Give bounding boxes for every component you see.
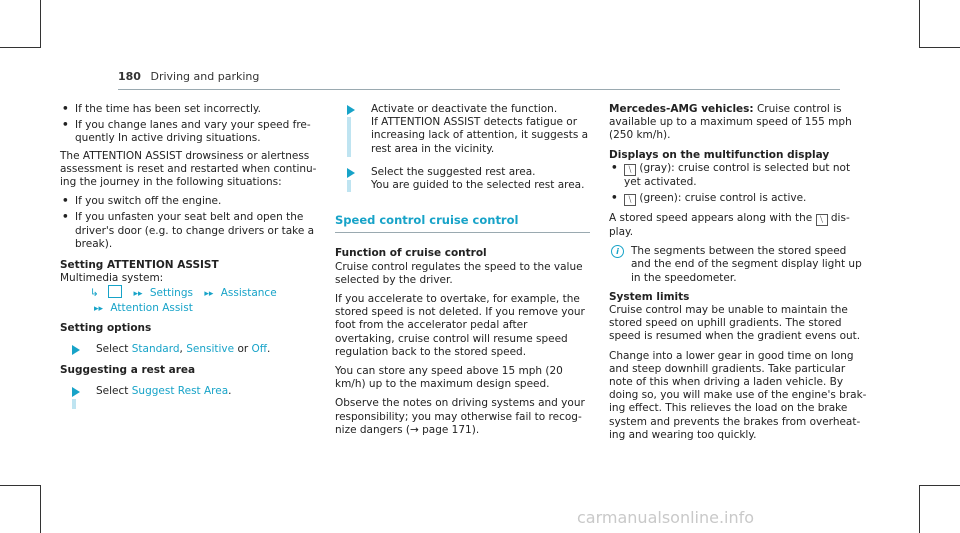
paragraph: Change into a lower gear in good time on long and steep downhill gradients. Take particular note of this when driving a laden vehicle. By doing so, you will make use of the engine's brak-ing effect. This relieves the load on the brake system and prevents the brakes from overheat-ing and wearing too quickly.: [609, 349, 867, 441]
column-middle: [335, 103, 590, 443]
step-bar: [72, 399, 76, 409]
step: Select Standard, Sensitive or Off.: [60, 343, 322, 356]
setting-text: Multimedia system:: [60, 272, 164, 285]
watermark: carmanualsonline.info: [577, 508, 755, 527]
crop-mark: [40, 485, 41, 533]
option-off[interactable]: Off: [251, 343, 268, 356]
paragraph: Observe the notes on driving systems and your responsibility; you may otherwise fail to recog-nize dangers (→ page 171).: [335, 397, 585, 436]
cruise-control-icon: ⧹: [624, 164, 636, 176]
page-header: [118, 70, 259, 83]
display-heading: Displays on the multifunction display: [609, 148, 830, 161]
crop-mark: [0, 485, 41, 486]
menu-assistance[interactable]: Assistance: [220, 287, 277, 300]
suggest-heading: Suggesting a rest area: [60, 364, 196, 377]
step-arrow-icon: [72, 387, 80, 397]
amg-label: Mercedes-AMG vehicles:: [609, 103, 754, 115]
crop-mark: [40, 0, 41, 48]
limits-heading: System limits: [609, 290, 690, 303]
option-sensitive[interactable]: Sensitive: [186, 343, 235, 356]
column-right: Mercedes-AMG vehicles: Cruise control is available up to a maximum speed of 155 mph (250 km/h). Displays on the multifunction display • ⧹ (gray): cruise control is selected but not yet activated. • ⧹ (green): cruise control is active. A stored speed appears along with the ⧹ dis-play. i The segments between the stored speed and the end of the segment display light up in the speedometer. System limits Cruise control may be unable to maintain the stored speed on uphill gradients. The stored speed is resumed when the gradient evens out. Change into a lower gear in good time on long and steep downhill gradients. Take particular note of this when driving a laden vehicle. By doing so, you will make use of the engine's brak-ing effect. This relieves the load on the brake system and prevents the brakes from overheat-ing and wearing too quickly.: [609, 103, 869, 448]
list-item: • If you unfasten your seat belt and open the driver's door (e.g. to change drivers or take a break).: [60, 211, 322, 251]
info-icon: i: [611, 245, 624, 258]
option-suggest-rest-area[interactable]: Suggest Rest Area: [131, 385, 229, 398]
reset-paragraph: The ATTENTION ASSIST drowsiness or alertness assessment is reset and restarted when continu-ing the journey in the following situations:: [60, 149, 317, 189]
section-title: Speed control cruise control: [335, 214, 590, 233]
page-number: 180: [118, 70, 141, 83]
crop-mark: [0, 47, 41, 48]
menu-attention-assist[interactable]: Attention Assist: [110, 301, 193, 314]
list-item: • If you switch off the engine.: [60, 195, 322, 208]
list-item: • ⧹ (gray): cruise control is selected but not yet activated.: [609, 162, 869, 189]
options-heading: Setting options: [60, 321, 152, 334]
paragraph: You can store any speed above 15 mph (20 km/h) up to the maximum design speed.: [335, 365, 563, 391]
option-standard[interactable]: Standard: [131, 343, 180, 356]
step: Activate or deactivate the function. If ATTENTION ASSIST detects fatigue or increasing lack of attention, it suggests a rest area in the vicinity.: [335, 103, 590, 156]
column-left: [60, 103, 322, 407]
chevron-right-icon: ▸▸: [204, 289, 214, 300]
crop-mark: [919, 0, 920, 48]
chevron-right-icon: ▸▸: [133, 289, 143, 300]
setting-heading: Setting ATTENTION ASSIST: [60, 259, 219, 272]
step-bar: [347, 180, 351, 192]
paragraph: Cruise control regulates the speed to the value selected by the driver.: [335, 260, 583, 286]
home-icon[interactable]: [108, 285, 122, 298]
crop-mark: [919, 485, 920, 533]
step-bar: [347, 117, 351, 157]
function-heading: Function of cruise control: [335, 247, 487, 260]
chevron-right-icon: ▸▸: [94, 303, 104, 314]
crop-mark: [919, 485, 960, 486]
step: Select Suggest Rest Area.: [60, 385, 322, 398]
step-arrow-icon: [72, 345, 80, 355]
info-note: i The segments between the stored speed and the end of the segment display light up in the speedometer.: [609, 245, 869, 285]
list-item: • ⧹ (green): cruise control is active.: [609, 192, 869, 206]
paragraph: Cruise control may be unable to maintain the stored speed on uphill gradients. The stored speed is resumed when the gradient evens out.: [609, 304, 861, 343]
cruise-control-icon: ⧹: [624, 194, 636, 206]
step: Select the suggested rest area. You are guided to the selected rest area.: [335, 166, 590, 192]
step-arrow-icon: [347, 105, 355, 115]
paragraph: If you accelerate to overtake, for example, the stored speed is not deleted. If you remove your foot from the accelerator pedal after overtaking, cruise control will resume speed regulation back to the stored speed.: [335, 293, 585, 358]
menu-settings[interactable]: Settings: [149, 287, 193, 300]
step-arrow-icon: [347, 168, 355, 178]
list-item: • If the time has been set incorrectly.: [60, 103, 322, 116]
path-arrow-icon: ↳: [90, 287, 99, 300]
header-divider: [118, 89, 840, 90]
menu-path: [60, 285, 322, 315]
cruise-control-icon: ⧹: [816, 214, 828, 226]
crop-mark: [919, 47, 960, 48]
section-name: Driving and parking: [150, 70, 260, 83]
list-item: • If you change lanes and vary your speed fre-quently In active driving situations.: [60, 119, 322, 145]
